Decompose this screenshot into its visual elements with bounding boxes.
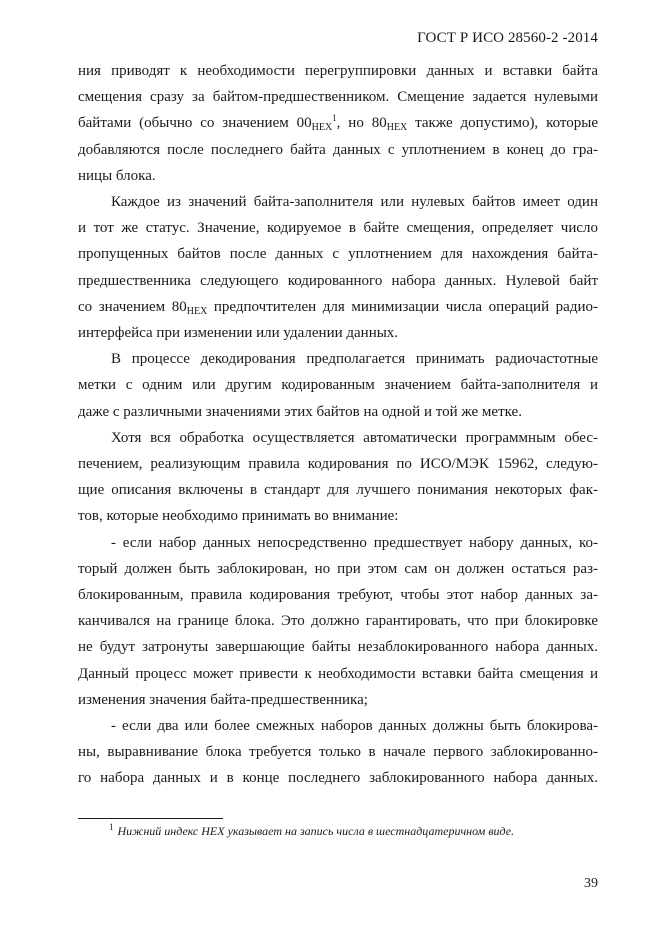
text-line: Хотя вся обработка осуществляется автоматически программным обес- bbox=[111, 429, 598, 446]
text-fragment: предпочтителен для минимизации числа операций радио- bbox=[207, 298, 598, 315]
text-line bbox=[78, 110, 598, 136]
text-fragment: со значением 80 bbox=[78, 298, 187, 315]
footnote-divider bbox=[78, 818, 223, 819]
text-line: торый должен быть заблокирован, но при этом сам он должен остаться раз- bbox=[78, 560, 598, 577]
text-line: Каждое из значений байта-заполнителя или нулевых байтов имеет один bbox=[111, 194, 598, 211]
text-line: щие описания включены в стандарт для лучшего понимания некоторых фак- bbox=[78, 482, 598, 499]
hex-subscript: HEX bbox=[186, 305, 208, 317]
text-line: - если два или более смежных наборов данных должны быть блокирова- bbox=[111, 718, 598, 735]
text-line: печением, реализующим правила кодирования по ИСО/МЭК 15962, следую- bbox=[78, 456, 598, 473]
paragraph-5 bbox=[78, 530, 598, 713]
text-line: метки с одним или другим кодированным значением байта-заполнителя и bbox=[78, 377, 598, 394]
text-line: предшественника следующего кодированного набора данных. Нулевой байт bbox=[78, 272, 598, 289]
text-line: го набора данных и в конце последнего заблокированного набора данных. bbox=[78, 770, 598, 787]
text-line: ны, выравнивание блока требуется только в начале первого заблокированно- bbox=[78, 744, 598, 761]
standard-header: ГОСТ Р ИСО 28560-2 -2014 bbox=[417, 30, 598, 46]
paragraph-6 bbox=[78, 713, 598, 792]
paragraph-3 bbox=[78, 346, 598, 425]
text-line bbox=[78, 294, 598, 320]
text-line: - если набор данных непосредственно предшествует набору данных, ко- bbox=[111, 534, 598, 551]
text-line: В процессе декодирования предполагается принимать радиочастотные bbox=[111, 351, 598, 368]
paragraph-2 bbox=[78, 189, 598, 346]
paragraph-4 bbox=[78, 425, 598, 530]
text-line: тов, которые необходимо принимать во внимание: bbox=[78, 508, 399, 525]
text-line: блокированным, правила кодирования требуют, чтобы этот набор данных за- bbox=[78, 587, 598, 604]
text-fragment: , но 80 bbox=[336, 115, 387, 132]
hex-subscript: HEX bbox=[386, 122, 408, 134]
text-line: канчивался на границе блока. Это должно гарантировать, что при блокировке bbox=[78, 613, 598, 630]
text-line: смещения сразу за байтом-предшественником. Смещение задается нулевыми bbox=[78, 89, 598, 106]
text-line: ницы блока. bbox=[78, 167, 156, 184]
paragraph-1 bbox=[78, 58, 598, 189]
text-line: Данный процесс может привести к необходимости вставки байта смещения и bbox=[78, 665, 598, 682]
page-number: 39 bbox=[584, 876, 598, 891]
text-line: интерфейса при изменении или удалении данных. bbox=[78, 325, 399, 342]
text-fragment: байтами (обычно со значением 00 bbox=[78, 115, 312, 132]
text-line: изменения значения байта-предшественника; bbox=[78, 691, 368, 708]
text-line: и тот же статус. Значение, кодируемое в байте смещения, определяет число bbox=[78, 220, 598, 237]
footnote-mark: 1 bbox=[109, 822, 114, 832]
text-line: даже с различными значениями этих байтов на одной и той же метке. bbox=[78, 403, 522, 420]
text-fragment: также допустимо), которые bbox=[407, 115, 598, 132]
footnote-reference: 1 bbox=[332, 113, 337, 124]
text-line: добавляются после последнего байта данных с уплотнением в конец до гра- bbox=[78, 141, 598, 158]
hex-subscript: HEX bbox=[311, 122, 333, 134]
body-text bbox=[78, 58, 598, 792]
footnote bbox=[109, 822, 514, 839]
text-line: пропущенных байтов после данных с уплотнением для нахождения байта- bbox=[78, 246, 598, 263]
footnote-text: Нижний индекс HEX указывает на запись числа в шестнадцатеричном виде. bbox=[117, 824, 515, 838]
text-line: ния приводят к необходимости перегруппировки данных и вставки байта bbox=[78, 63, 598, 79]
text-line: не будут затронуты завершающие байты незаблокированного набора данных. bbox=[78, 639, 598, 656]
